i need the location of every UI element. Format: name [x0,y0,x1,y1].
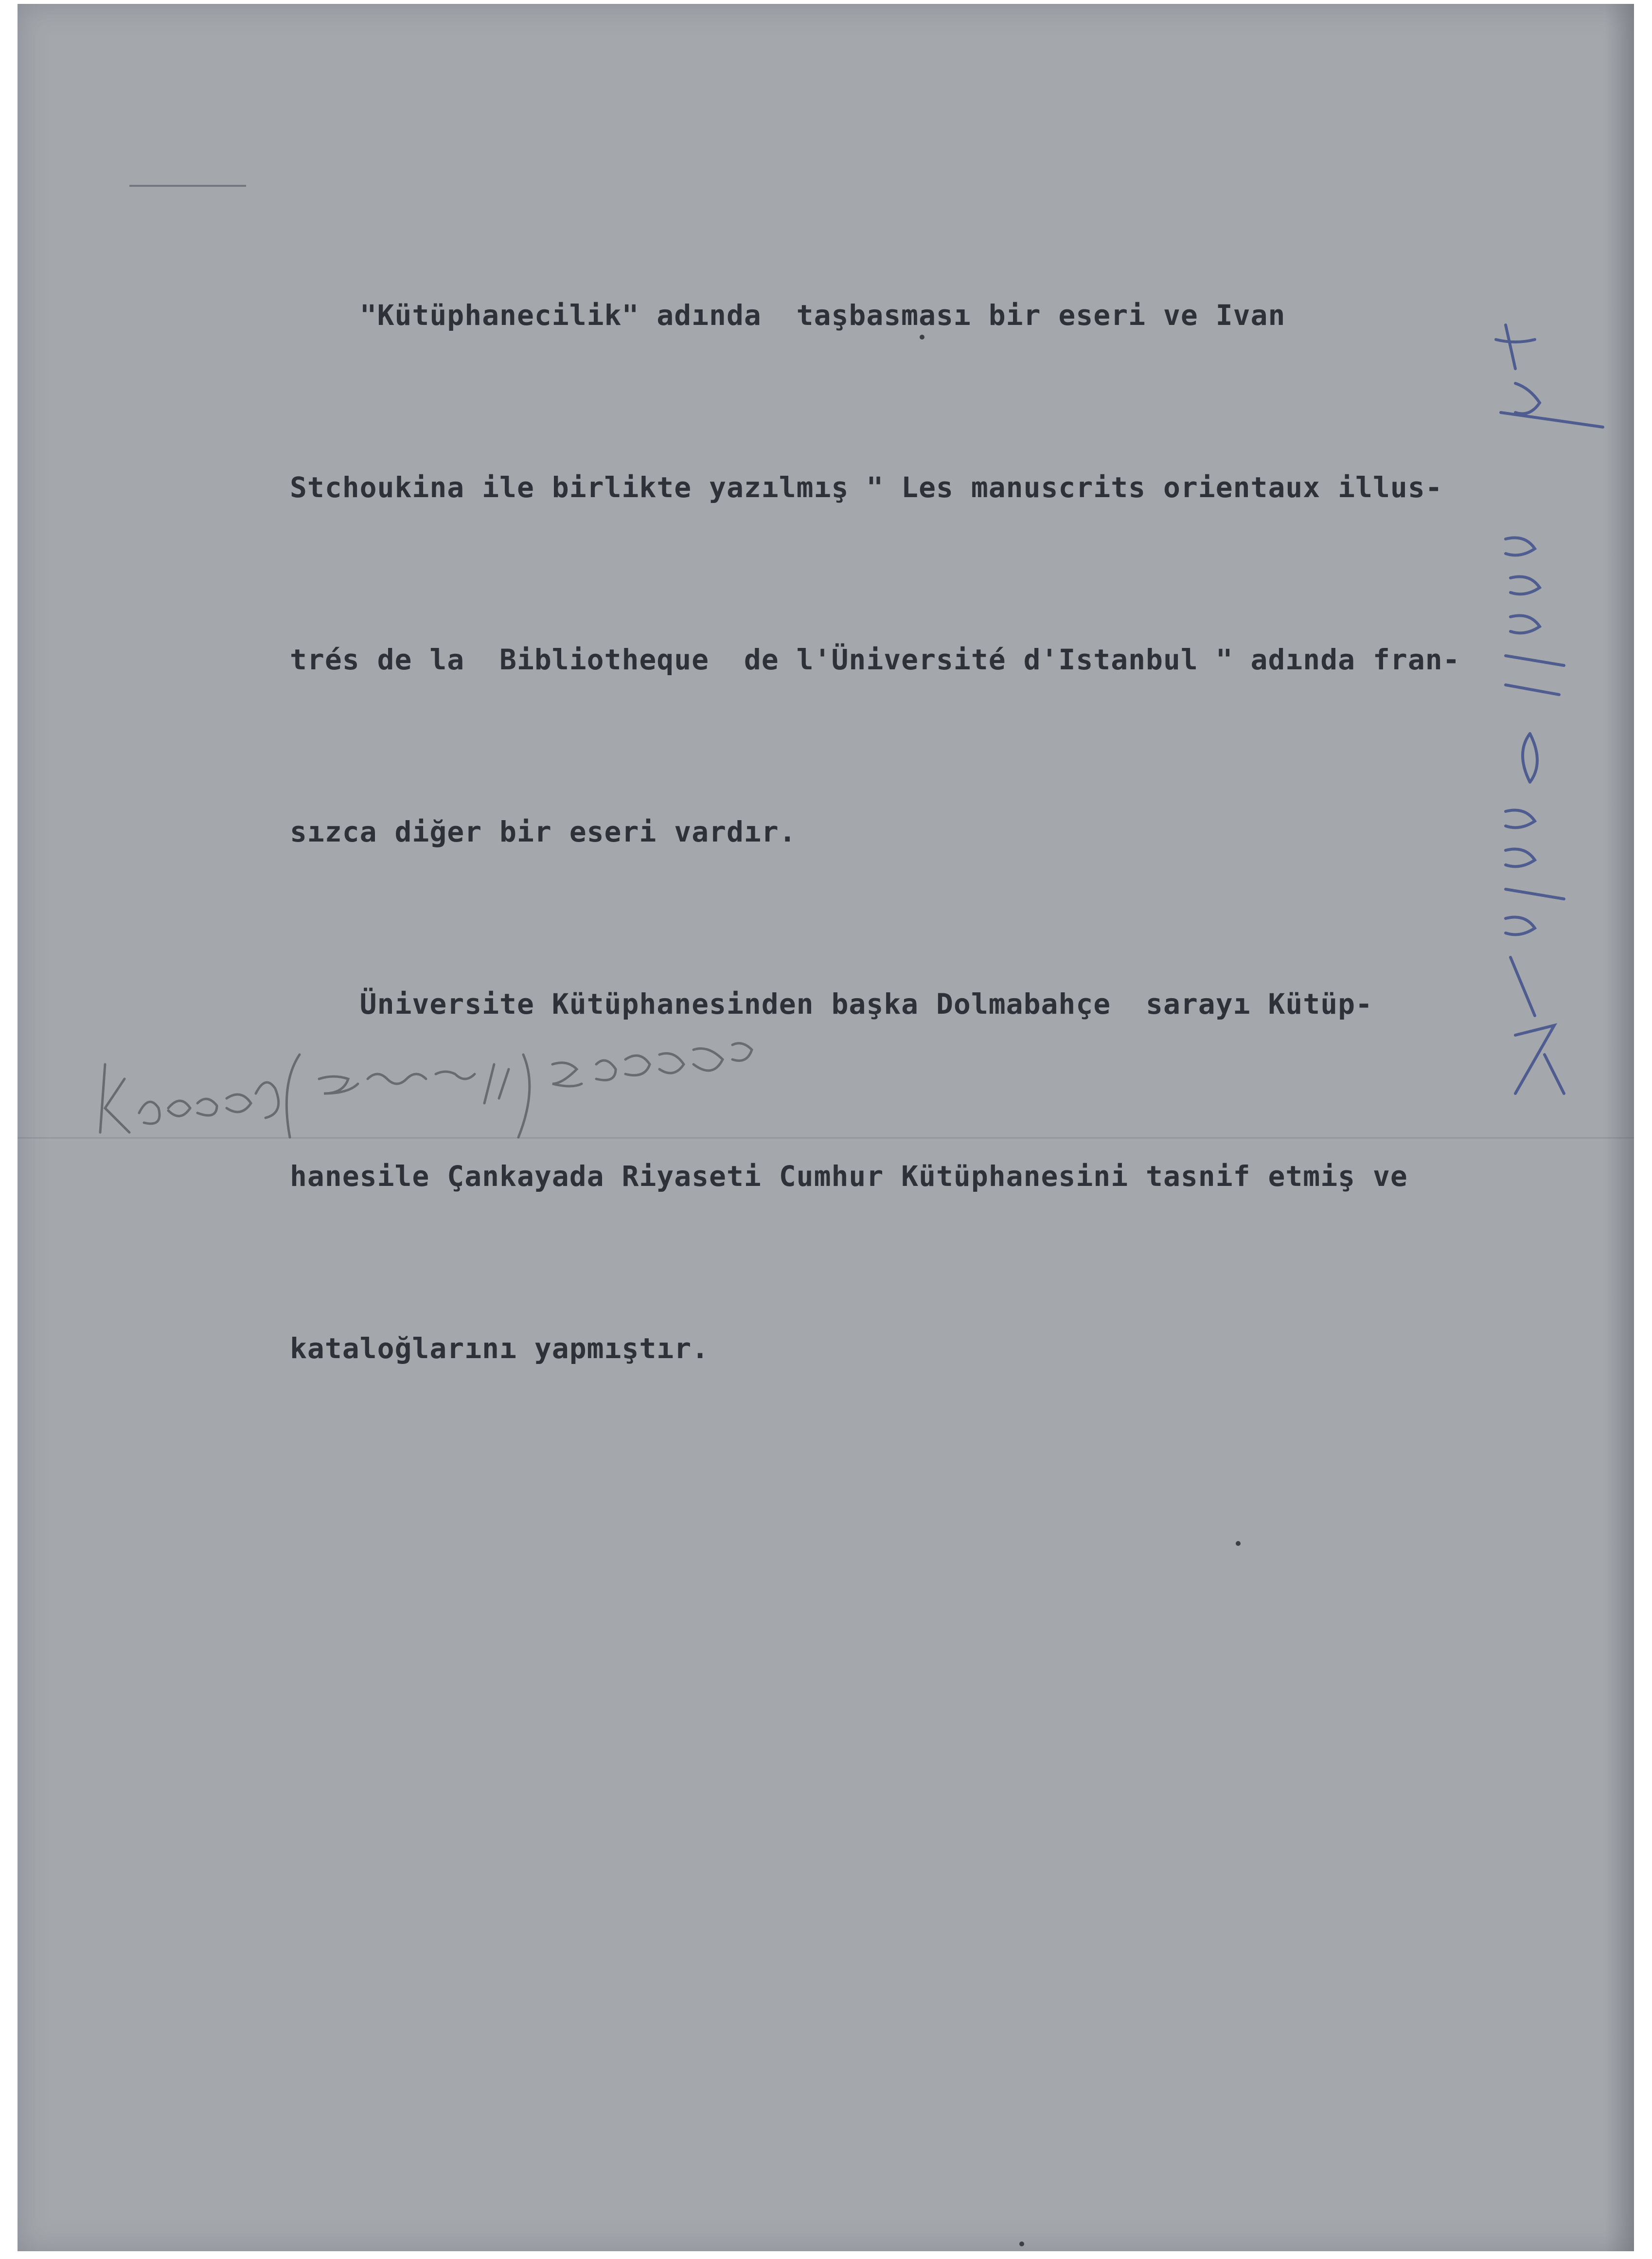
text-line: trés de la Bibliotheque de l'Üniversité d'Istanbul " adında fran- [290,643,1460,676]
ink-speck [920,335,924,340]
typed-paragraphs [290,172,1632,1492]
text-line: Üniversite Kütüphanesinden başka Dolmabahçe sarayı Kütüp- [290,987,1373,1021]
paper-sheet [18,4,1634,2251]
blue-ink-handwritten-note [1486,315,1632,1103]
text-line: sızca diğer bir eseri vardır. [290,815,797,848]
text-line: Stchoukina ile birlikte yazılmış " Les manuscrits orientaux illus- [290,471,1443,504]
ink-speck [1236,1541,1241,1546]
text-line: "Kütüphanecilik" adında taşbasması bir eseri ve Ivan [290,299,1286,332]
pencil-handwritten-note [95,1035,766,1152]
text-line: hanesile Çankayada Riyaseti Cumhur Kütüphanesini tasnif etmiş ve [290,1160,1408,1193]
stray-pencil-mark [129,185,246,187]
ink-speck [1019,2241,1024,2246]
text-line: kataloğlarını yapmıştır. [290,1332,710,1365]
